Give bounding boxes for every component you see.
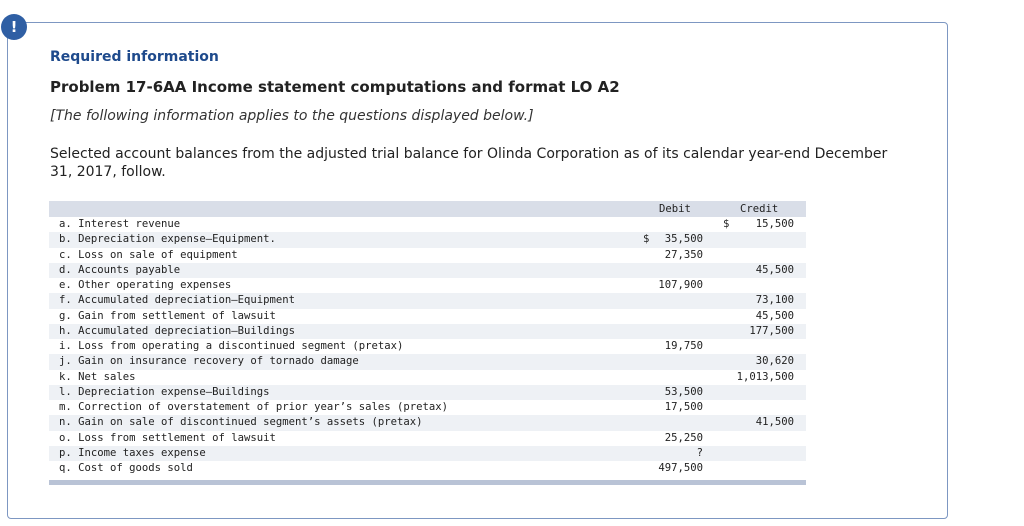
table-row (49, 217, 806, 232)
debit-header: Debit (659, 203, 691, 215)
debit-amount: 27,350 (664, 248, 703, 261)
credit-amount: 41,500 (755, 416, 794, 429)
row-label: e. Other operating expenses (59, 279, 232, 291)
table-row (49, 400, 806, 415)
debit-amount: 19,750 (664, 340, 703, 352)
row-label: c. Loss on sale of equipment (59, 248, 238, 261)
row-label: k. Net sales (59, 370, 136, 383)
table-row (49, 278, 806, 293)
credit-amount: 15,500 (755, 218, 794, 230)
table-row (49, 354, 806, 369)
row-label: d. Accounts payable (59, 263, 181, 276)
row-label: f. Accumulated depreciation—Equipment (59, 294, 295, 307)
row-label: q. Cost of goods sold (59, 462, 193, 474)
table-header (49, 201, 806, 217)
debit-amount: 107,900 (658, 279, 703, 291)
trial-balance-table (49, 201, 806, 485)
credit-currency-sign: $ (723, 218, 730, 230)
debit-amount: ? (696, 446, 703, 459)
row-label: p. Income taxes expense (59, 446, 206, 459)
table-row (49, 324, 806, 339)
table-row (49, 263, 806, 278)
table-row (49, 415, 806, 430)
credit-amount: 73,100 (755, 294, 794, 307)
row-label: l. Depreciation expense—Buildings (59, 385, 270, 398)
debit-amount: 25,250 (664, 431, 703, 444)
debit-amount: 17,500 (664, 401, 703, 413)
debit-amount: 53,500 (664, 385, 703, 398)
table-row (49, 339, 806, 354)
table-row (49, 309, 806, 324)
alert-icon: ! (1, 14, 27, 40)
debit-currency-sign: $ (643, 233, 650, 246)
applies-note: [The following information applies to the questions displayed below.] (50, 108, 534, 124)
table-body (49, 217, 806, 476)
row-label: a. Interest revenue (59, 218, 181, 230)
table-row (49, 370, 806, 385)
row-label: g. Gain from settlement of lawsuit (59, 309, 276, 322)
table-row (49, 446, 806, 461)
table-row (49, 248, 806, 263)
row-label: b. Depreciation expense—Equipment. (59, 233, 276, 246)
row-label: n. Gain on sale of discontinued segment’s assets (pretax) (59, 416, 423, 429)
credit-amount: 45,500 (755, 309, 794, 322)
debit-amount: 35,500 (664, 233, 703, 246)
credit-amount: 45,500 (755, 263, 794, 276)
problem-title: Problem 17-6AA Income statement computations and format LO A2 (50, 78, 620, 96)
table-row (49, 431, 806, 446)
credit-header: Credit (740, 203, 779, 215)
row-label: m. Correction of overstatement of prior year’s sales (pretax) (59, 401, 449, 413)
credit-amount: 1,013,500 (736, 370, 794, 383)
intro-text: Selected account balances from the adjusted trial balance for Olinda Corporation as of its calendar year-end December 31, 2017, follow. (50, 146, 888, 180)
credit-amount: 30,620 (755, 355, 794, 368)
table-row (49, 293, 806, 308)
table-row (49, 385, 806, 400)
table-footer-bar (49, 480, 806, 485)
table-row (49, 232, 806, 247)
row-label: o. Loss from settlement of lawsuit (59, 431, 276, 444)
row-label: h. Accumulated depreciation—Buildings (59, 324, 295, 337)
table-row (49, 461, 806, 476)
credit-amount: 177,500 (749, 324, 794, 337)
row-label: i. Loss from operating a discontinued segment (pretax) (59, 340, 404, 352)
required-information-heading: Required information (50, 49, 219, 65)
required-information-card (7, 22, 948, 519)
debit-amount: 497,500 (658, 462, 703, 474)
row-label: j. Gain on insurance recovery of tornado damage (59, 355, 359, 368)
